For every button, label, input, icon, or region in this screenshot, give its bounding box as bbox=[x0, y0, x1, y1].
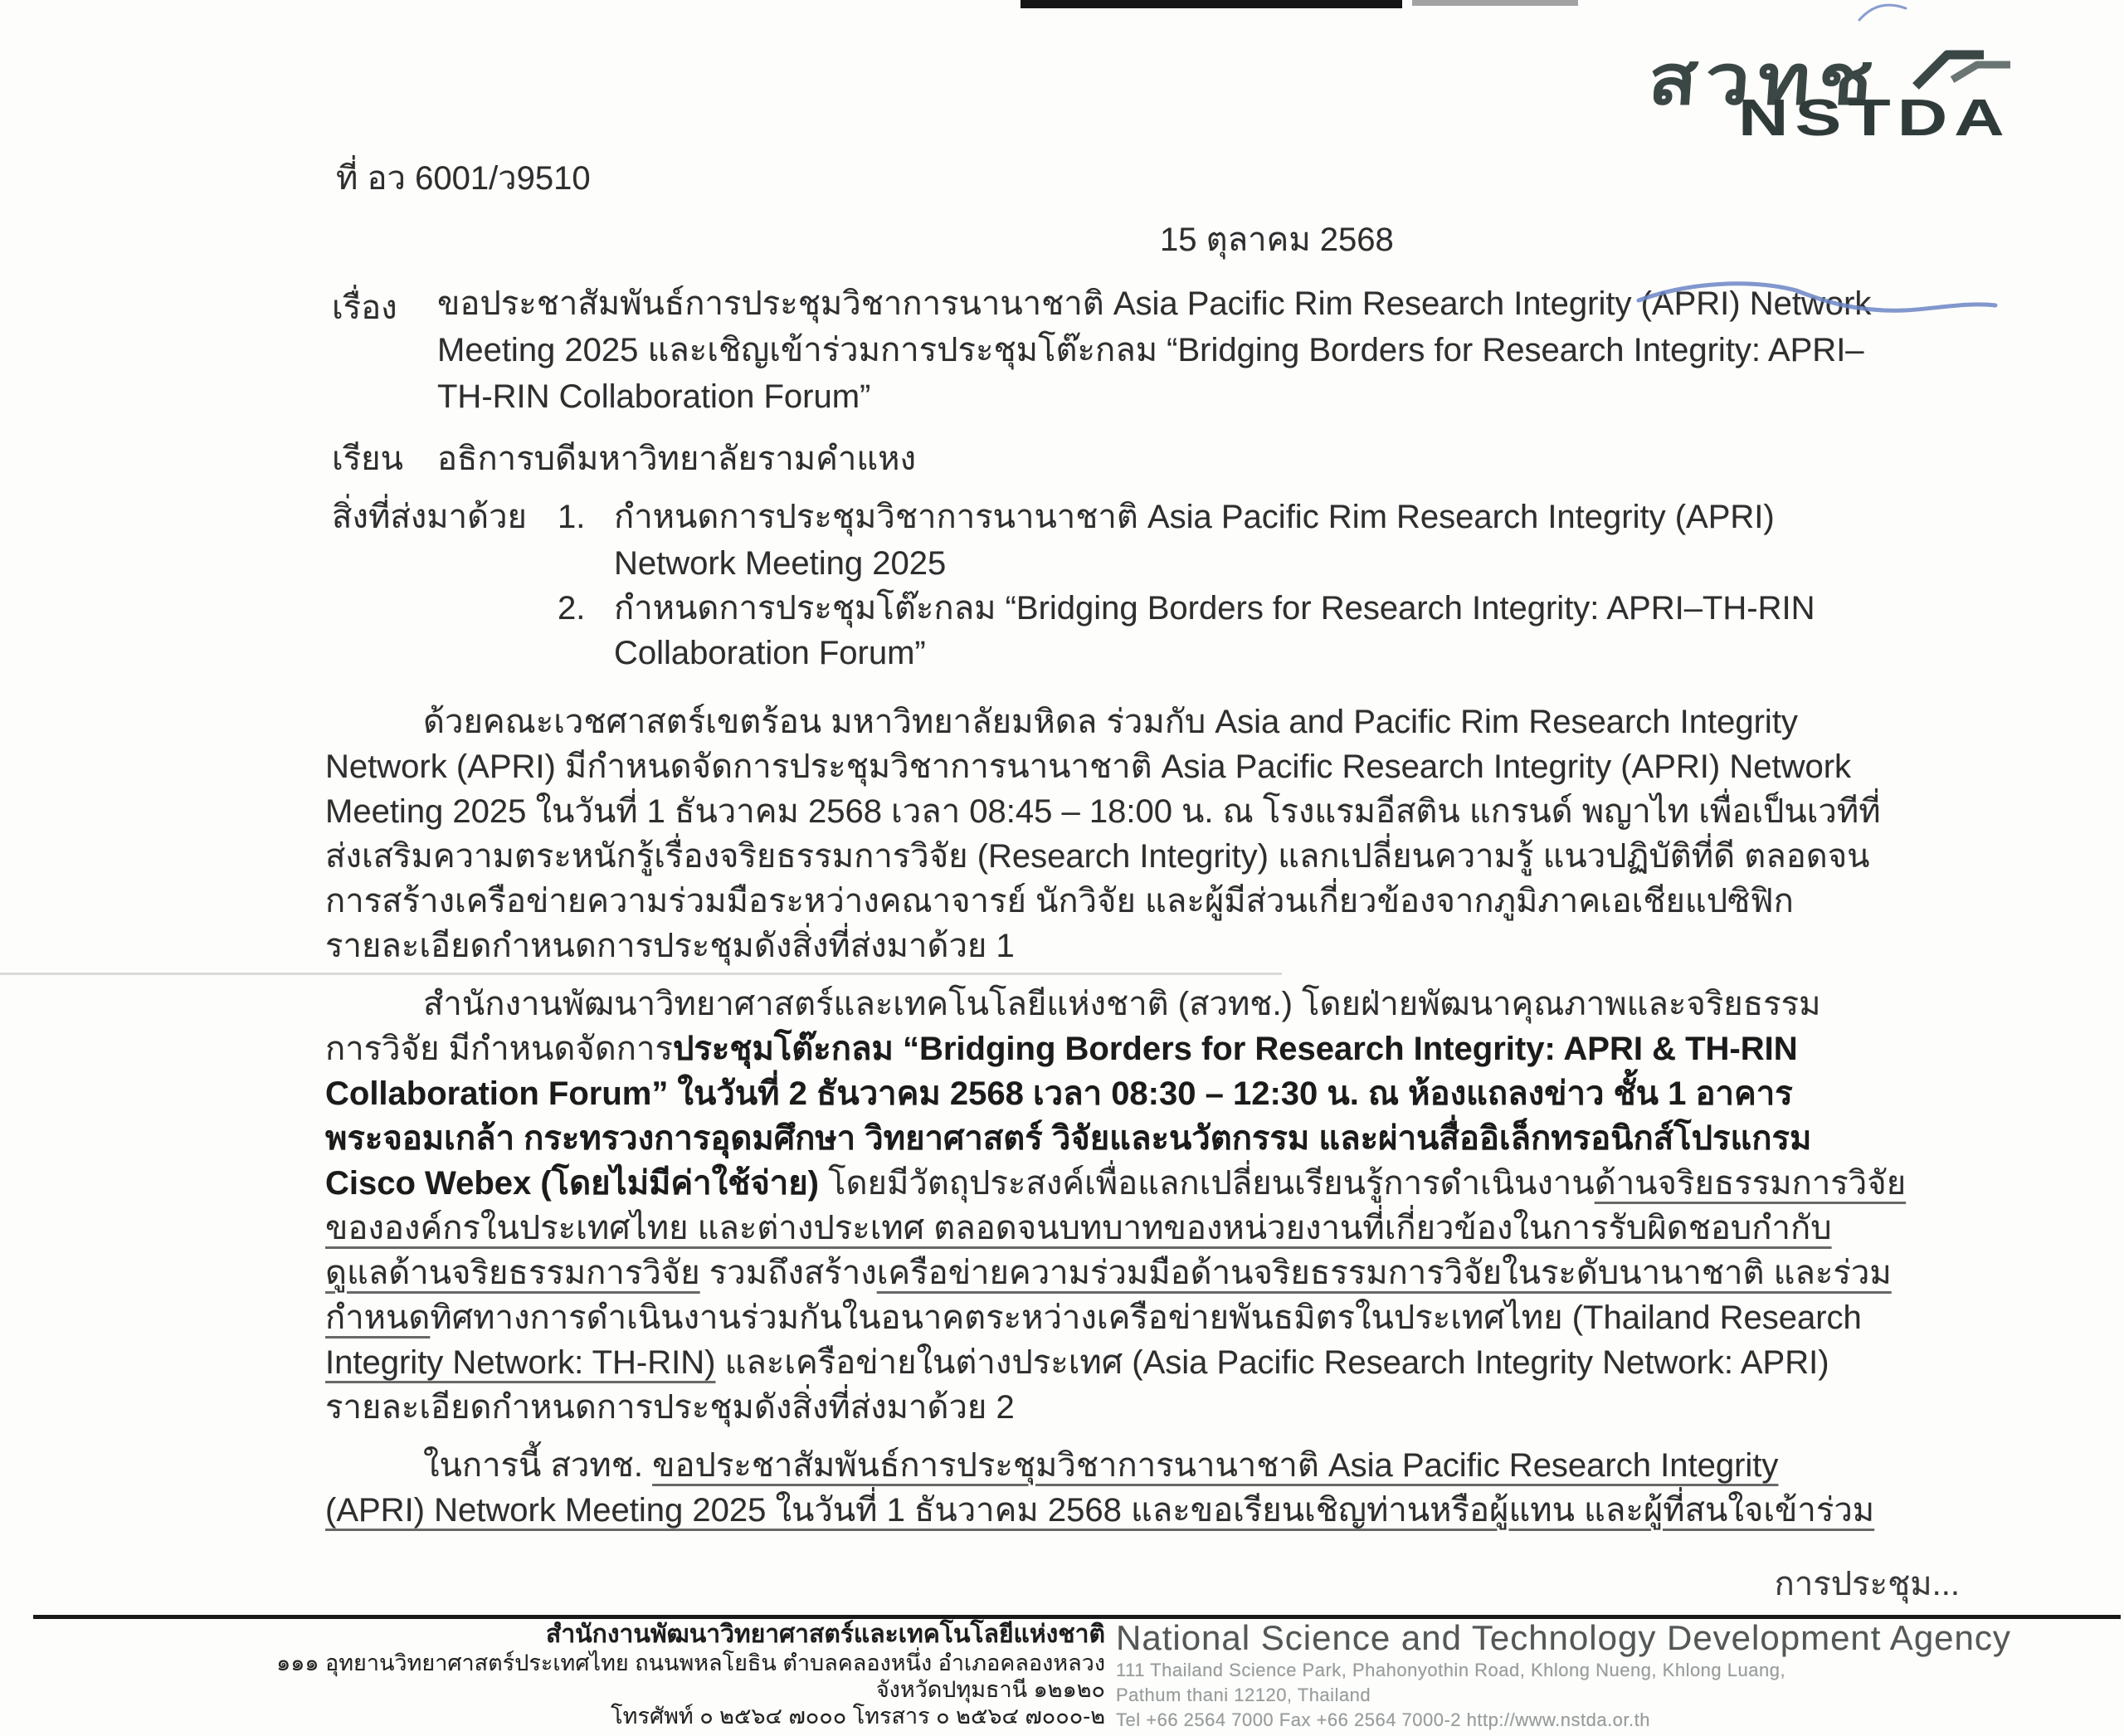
letter-body bbox=[325, 700, 2026, 1546]
text-segment: ดูแลด้านจริยธรรมการวิจัย bbox=[325, 1255, 700, 1291]
enclosure-item-text: กำหนดการประชุมวิชาการนานาชาติ Asia Pacific Rim Research Integrity (APRI) bbox=[614, 499, 1775, 535]
text-segment: ส่งเสริมความตระหนักรู้เรื่องจริยธรรมการวิจัย (Research Integrity) แลกเปลี่ยนความรู้ แนวปฏิบัติที่ดี ตลอดจน bbox=[325, 838, 1870, 875]
text-segment: Network (APRI) มีกำหนดจัดการประชุมวิชาการนานาชาติ Asia Pacific Research Integrity (APRI) Network bbox=[325, 749, 1852, 785]
text-line bbox=[325, 1385, 2026, 1430]
nstda-logo-arrow-icon bbox=[1904, 35, 2029, 93]
text-line bbox=[325, 1206, 2026, 1251]
text-line bbox=[325, 1161, 2026, 1206]
continuation-marker: การประชุม... bbox=[1774, 1566, 1960, 1602]
nstda-logo-thai-text: สวทช bbox=[1645, 41, 1883, 119]
text-segment: พระจอมเกล้า กระทรวงการอุดมศึกษา วิทยาศาสตร์ วิจัยและนวัตกรรม และผ่านสื่ออิเล็กทรอนิกส์โปรแกรม bbox=[325, 1120, 1812, 1157]
scan-artifact-top-bar bbox=[1021, 0, 1402, 8]
text-line bbox=[325, 1251, 2026, 1295]
text-segment: รายละเอียดกำหนดการประชุมดังสิ่งที่ส่งมาด้วย 1 bbox=[325, 928, 1015, 964]
footer-address-en: Pathum thani 12120, Thailand bbox=[1116, 1685, 1371, 1705]
text-segment: และเครือข่ายในต่างประเทศ (Asia Pacific Research Integrity Network: APRI) bbox=[715, 1344, 1829, 1381]
text-line bbox=[325, 789, 2026, 834]
enclosure-item-text: กำหนดการประชุมโต๊ะกลม “Bridging Borders for Research Integrity: APRI–TH-RIN bbox=[614, 590, 1815, 627]
text-segment: Collaboration Forum” ในวันที่ 2 ธันวาคม 2568 เวลา 08:30 – 12:30 น. ณ ห้องแถลงข่าว ชั้น 1 อาคาร bbox=[325, 1075, 1793, 1112]
text-segment: ด้วยคณะเวชศาสตร์เขตร้อน มหาวิทยาลัยมหิดล ร่วมกับ Asia and Pacific Rim Research Integrity bbox=[423, 704, 1798, 740]
enclosure-item-number: 2. bbox=[558, 590, 586, 627]
text-line bbox=[325, 1116, 2026, 1161]
text-line bbox=[325, 700, 2026, 744]
text-line bbox=[325, 1443, 2026, 1488]
text-segment: ประชุมโต๊ะกลม “Bridging Borders for Research Integrity: APRI & TH-RIN bbox=[672, 1031, 1798, 1067]
body-paragraph bbox=[325, 1443, 2026, 1533]
nstda-logo-latin-text: NSTDA bbox=[1738, 90, 2011, 147]
text-segment: โดยมีวัตถุประสงค์เพื่อแลกเปลี่ยนเรียนรู้การดำเนินงาน bbox=[828, 1165, 1595, 1202]
text-line bbox=[325, 834, 2026, 879]
footer-english-block bbox=[1116, 1618, 2112, 1733]
enclosure-item-number: 1. bbox=[558, 499, 586, 535]
text-segment: ในการนี้ สวทช. bbox=[423, 1447, 653, 1484]
text-line bbox=[325, 924, 2026, 968]
text-segment: รายละเอียดกำหนดการประชุมดังสิ่งที่ส่งมาด้วย 2 bbox=[325, 1389, 1015, 1426]
text-segment: การวิจัย มีกำหนดจัดการ bbox=[325, 1031, 673, 1067]
text-segment: เครือข่ายความร่วมมือด้านจริยธรรมการวิจัยในระดับนานาชาติ และร่วม bbox=[876, 1255, 1892, 1291]
scan-artifact-top-bar-light bbox=[1412, 0, 1578, 6]
text-line bbox=[325, 879, 2026, 924]
footer-org-name-th: สำนักงานพัฒนาวิทยาศาสตร์และเทคโนโลยีแห่งชาติ bbox=[546, 1621, 1105, 1648]
body-paragraph bbox=[325, 700, 2026, 968]
footer-phone-th: โทรศัพท์ ๐ ๒๕๖๔ ๗๐๐๐ โทรสาร ๐ ๒๕๖๔ ๗๐๐๐-๒ bbox=[611, 1704, 1105, 1729]
text-segment: ขององค์กรในประเทศไทย และต่างประเทศ ตลอดจนบทบาทของหน่วยงานที่เกี่ยวข้องในการรับผิดชอบกำกับ bbox=[325, 1210, 1832, 1246]
text-line bbox=[325, 1488, 2026, 1533]
enclosure-item-text: Collaboration Forum” bbox=[614, 635, 926, 671]
text-segment: รวมถึงสร้าง bbox=[699, 1255, 877, 1291]
ref-number: ที่ อว 6001/ว9510 bbox=[336, 160, 591, 197]
footer-address-en: 111 Thailand Science Park, Phahonyothin Road, Khlong Nueng, Khlong Luang, bbox=[1116, 1660, 1786, 1680]
text-line bbox=[325, 744, 2026, 789]
text-line bbox=[325, 1071, 2026, 1116]
text-line bbox=[325, 1340, 2026, 1385]
nstda-logo bbox=[1647, 40, 2078, 173]
enclosure-item-text: Network Meeting 2025 bbox=[614, 545, 947, 582]
text-line bbox=[325, 1026, 2026, 1071]
text-segment: การสร้างเครือข่ายความร่วมมือระหว่างคณาจารย์ นักวิจัย และผู้มีส่วนเกี่ยวข้องจากภูมิภาคเอเชียแปซิฟิก bbox=[325, 883, 1794, 919]
text-segment: (APRI) Network Meeting 2025 ในวันที่ 1 ธันวาคม 2568 และขอเรียนเชิญท่านหรือผู้แทน และผู้ที่สนใจเข้าร่วม bbox=[325, 1492, 1875, 1529]
text-line bbox=[325, 1295, 2026, 1340]
footer-org-name-en: National Science and Technology Development Agency bbox=[1116, 1618, 2011, 1657]
pen-annotation-icon bbox=[1618, 266, 2008, 332]
subject-line: ขอประชาสัมพันธ์การประชุมวิชาการนานาชาติ Asia Pacific Rim Research Integrity (APRI) Network bbox=[437, 285, 1872, 322]
footer-address-th: จังหวัดปทุมธานี ๑๒๑๒๐ bbox=[875, 1677, 1105, 1702]
text-segment: สำนักงานพัฒนาวิทยาศาสตร์และเทคโนโลยีแห่งชาติ (สวทช.) โดยฝ่ายพัฒนาคุณภาพและจริยธรรม bbox=[423, 986, 1821, 1022]
text-segment: ขอประชาสัมพันธ์การประชุมวิชาการนานาชาติ Asia Pacific Research Integrity bbox=[652, 1447, 1779, 1484]
scan-artifact-pen-mark bbox=[1854, 0, 1912, 23]
letter-date: 15 ตุลาคม 2568 bbox=[1160, 222, 1394, 258]
footer-address-th: ๑๑๑ อุทยานวิทยาศาสตร์ประเทศไทย ถนนพหลโยธิน ตำบลคลองหนึ่ง อำเภอคลองหลวง bbox=[276, 1651, 1105, 1675]
enclosure-label: สิ่งที่ส่งมาด้วย bbox=[332, 499, 527, 535]
text-segment: Meeting 2025 ในวันที่ 1 ธันวาคม 2568 เวลา 08:45 – 18:00 น. ณ โรงแรมอีสติน แกรนด์ พญาไท เพื่อเป็นเวทีที่ bbox=[325, 793, 1881, 830]
body-paragraph bbox=[325, 982, 2026, 1430]
footer-thai-block bbox=[50, 1620, 1105, 1729]
salutation-label: เรียน bbox=[332, 441, 403, 477]
text-segment: ทิศทางการดำเนินงานร่วมกันในอนาคตระหว่างเครือข่ายพันธมิตรในประเทศไทย (Thailand Research bbox=[430, 1300, 1862, 1336]
text-segment: Cisco Webex (โดยไม่มีค่าใช้จ่าย) bbox=[325, 1165, 829, 1202]
subject-line: TH-RIN Collaboration Forum” bbox=[437, 378, 871, 415]
salutation-text: อธิการบดีมหาวิทยาลัยรามคำแหง bbox=[437, 441, 917, 477]
text-line bbox=[325, 982, 2026, 1026]
text-segment: ด้านจริยธรรมการวิจัย bbox=[1594, 1165, 1907, 1202]
text-segment: Integrity Network: TH-RIN) bbox=[325, 1344, 716, 1381]
subject-line: Meeting 2025 และเชิญเข้าร่วมการประชุมโต๊ะกลม “Bridging Borders for Research Integrity: APRI– bbox=[437, 332, 1864, 368]
subject-label: เรื่อง bbox=[332, 290, 397, 326]
text-segment: กำหนด bbox=[325, 1300, 431, 1336]
footer-contact-en: Tel +66 2564 7000 Fax +66 2564 7000-2 http://www.nstda.or.th bbox=[1116, 1709, 1650, 1730]
